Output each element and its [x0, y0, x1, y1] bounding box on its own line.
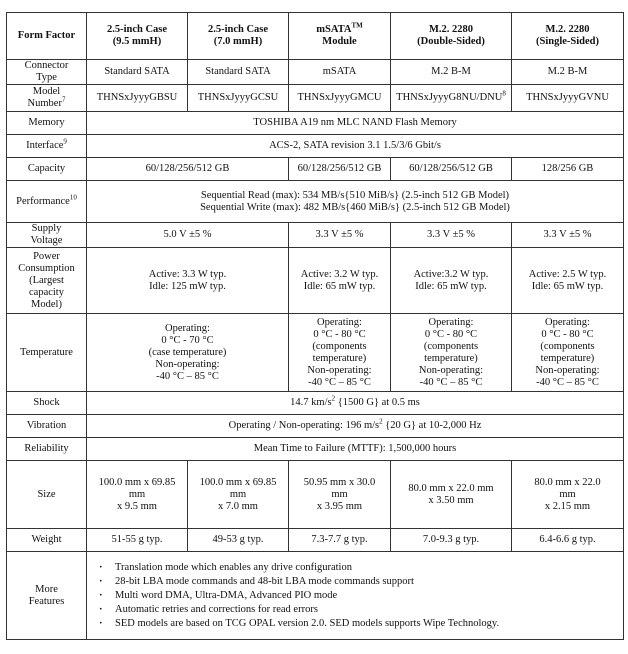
reliability-row: [7, 438, 624, 461]
vibration-label: Vibration: [7, 415, 87, 438]
connector-label: Connector Type: [7, 60, 87, 85]
connector-value: Standard SATA: [188, 60, 289, 85]
features-list: [87, 552, 624, 640]
size-value: 80.0 mm x 22.0 mm x 3.50 mm: [391, 461, 512, 529]
col-header-msata: mSATA™ Module: [289, 13, 391, 60]
reliability-label: Reliability: [7, 438, 87, 461]
model-value: THNSxJyyyGBSU: [87, 85, 188, 112]
interface-label: Interface$^9$: [7, 135, 87, 158]
size-row: [7, 461, 624, 529]
col-header-25-95: 2.5-inch Case (9.5 mmH): [87, 13, 188, 60]
model-value: THNSxJyyyGVNU: [512, 85, 624, 112]
model-value: THNSxJyyyG8NU/DNU$^8$: [391, 85, 512, 112]
model-row: [7, 85, 624, 112]
capacity-value: 60/128/256/512 GB: [87, 158, 289, 181]
feature-item: · SED models are based on TCG OPAL version 2.0. SED models supports Wipe Technology.: [97, 617, 621, 631]
model-value: THNSxJyyyGCSU: [188, 85, 289, 112]
supply-value: 3.3 V ±5 %: [512, 223, 624, 248]
weight-value: 51-55 g typ.: [87, 529, 188, 552]
feature-item: · Automatic retries and corrections for read errors: [97, 603, 621, 617]
shock-row: [7, 392, 624, 415]
form-factor-header: Form Factor: [7, 13, 87, 60]
size-value: 80.0 mm x 22.0 mm x 2.15 mm: [512, 461, 624, 529]
size-value: 100.0 mm x 69.85 mm x 9.5 mm: [87, 461, 188, 529]
connector-value: mSATA: [289, 60, 391, 85]
header-row: [7, 13, 624, 60]
reliability-value: Mean Time to Failure (MTTF): 1,500,000 hours: [87, 438, 624, 461]
supply-row: [7, 223, 624, 248]
weight-label: Weight: [7, 529, 87, 552]
col-header-m2-double: M.2. 2280 (Double-Sided): [391, 13, 512, 60]
size-value: 50.95 mm x 30.0 mm x 3.95 mm: [289, 461, 391, 529]
vibration-row: [7, 415, 624, 438]
power-row: [7, 248, 624, 314]
col-header-25-70: 2.5-inch Case (7.0 mmH): [188, 13, 289, 60]
temperature-value: Operating: 0 °C - 80 °C (components temperature) Non-operating: -40 °C – 85 °C: [289, 314, 391, 392]
weight-value: 7.3-7.7 g typ.: [289, 529, 391, 552]
capacity-value: 60/128/256/512 GB: [289, 158, 391, 181]
spec-table: [6, 12, 624, 640]
power-label: Power Consumption (Largest capacity Model): [7, 248, 87, 314]
capacity-row: [7, 158, 624, 181]
connector-value: M.2 B-M: [512, 60, 624, 85]
memory-label: Memory: [7, 112, 87, 135]
connector-row: [7, 60, 624, 85]
features-label: More Features: [7, 552, 87, 640]
memory-value: TOSHIBA A19 nm MLC NAND Flash Memory: [87, 112, 624, 135]
weight-value: 6.4-6.6 g typ.: [512, 529, 624, 552]
features-row: [7, 552, 624, 640]
performance-row: [7, 181, 624, 223]
interface-value: ACS-2, SATA revision 3.1 1.5/3/6 Gbit/s: [87, 135, 624, 158]
connector-value: M.2 B-M: [391, 60, 512, 85]
feature-item: · Translation mode which enables any drive configuration: [97, 561, 621, 575]
size-value: 100.0 mm x 69.85 mm x 7.0 mm: [188, 461, 289, 529]
model-value: THNSxJyyyGMCU: [289, 85, 391, 112]
performance-label: Performance$^{10}$: [7, 181, 87, 223]
weight-value: 49-53 g typ.: [188, 529, 289, 552]
shock-value: 14.7 $km/s^2$ {1500 G} at 0.5 ms: [87, 392, 624, 415]
temperature-value: Operating: 0 °C - 80 °C (components temperature) Non-operating: -40 °C – 85 °C: [391, 314, 512, 392]
capacity-value: 128/256 GB: [512, 158, 624, 181]
power-value: Active: 2.5 W typ. Idle: 65 mW typ.: [512, 248, 624, 314]
temperature-value: Operating: 0 °C - 70 °C (case temperature) Non-operating: -40 °C – 85 °C: [87, 314, 289, 392]
supply-value: 5.0 V ±5 %: [87, 223, 289, 248]
performance-value: Sequential Read (max): 534 MB/s{510 MiB/s} (2.5-inch 512 GB Model) Sequential Write (max): 482 MB/s{460 MiB/s} (2.5-inch 512 GB Model): [87, 181, 624, 223]
supply-value: 3.3 V ±5 %: [391, 223, 512, 248]
power-value: Active: 3.3 W typ. Idle: 125 mW typ.: [87, 248, 289, 314]
interface-row: [7, 135, 624, 158]
capacity-label: Capacity: [7, 158, 87, 181]
memory-row: [7, 112, 624, 135]
weight-value: 7.0-9.3 g typ.: [391, 529, 512, 552]
col-header-m2-single: M.2. 2280 (Single-Sided): [512, 13, 624, 60]
vibration-value: Operating / Non-operating: 196 $m/s^2$ {20 G} at 10-2,000 Hz: [87, 415, 624, 438]
capacity-value: 60/128/256/512 GB: [391, 158, 512, 181]
supply-value: 3.3 V ±5 %: [289, 223, 391, 248]
supply-label: Supply Voltage: [7, 223, 87, 248]
size-label: Size: [7, 461, 87, 529]
model-label: Model Number$^7$: [7, 85, 87, 112]
power-value: Active:3.2 W typ. Idle: 65 mW typ.: [391, 248, 512, 314]
shock-label: Shock: [7, 392, 87, 415]
temperature-label: Temperature: [7, 314, 87, 392]
weight-row: [7, 529, 624, 552]
feature-item: · 28-bit LBA mode commands and 48-bit LBA mode commands support: [97, 575, 621, 589]
connector-value: Standard SATA: [87, 60, 188, 85]
temperature-row: [7, 314, 624, 392]
power-value: Active: 3.2 W typ. Idle: 65 mW typ.: [289, 248, 391, 314]
temperature-value: Operating: 0 °C - 80 °C (components temperature) Non-operating: -40 °C – 85 °C: [512, 314, 624, 392]
feature-item: · Multi word DMA, Ultra-DMA, Advanced PIO mode: [97, 589, 621, 603]
